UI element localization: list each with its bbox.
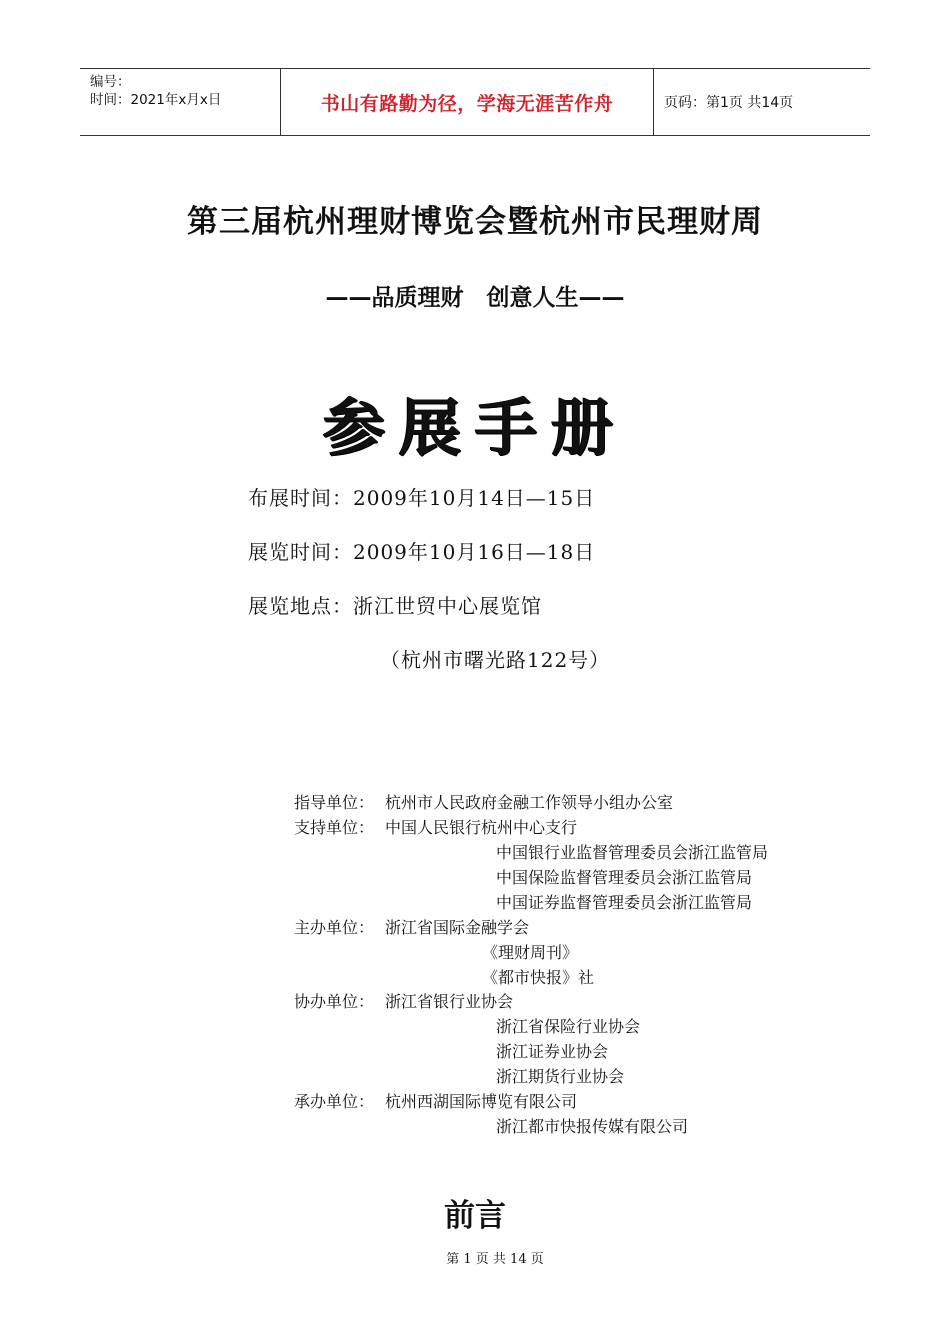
venue-address: （杭州市曙光路122号） (380, 648, 611, 672)
organizer-label-host: 主办单位： (294, 918, 375, 937)
date-line: 时间：2021年x月x日 (90, 92, 222, 108)
venue: 展览地点：浙江世贸中心展览馆 (248, 594, 542, 618)
organizer-item: 杭州市人民政府金融工作领导小组办公室 (385, 793, 674, 812)
organizer-item: 浙江都市快报传媒有限公司 (496, 1117, 689, 1136)
header-table (80, 68, 870, 136)
organizer-label-support: 支持单位： (294, 818, 375, 837)
organizer-item: 杭州西湖国际博览有限公司 (385, 1092, 578, 1111)
header-page-info: 页码：第1页 共14页 (664, 95, 794, 111)
document-title: 第三届杭州理财博览会暨杭州市民理财周 (187, 204, 763, 240)
organizer-item: 中国银行业监督管理委员会浙江监管局 (496, 843, 769, 862)
header-motto: 书山有路勤为径，学海无涯苦作舟 (281, 69, 654, 135)
organizer-label-assist: 协办单位： (294, 992, 375, 1011)
organizer-item: 《都市快报》社 (482, 968, 595, 987)
organizer-item: 浙江省银行业协会 (385, 992, 514, 1011)
organizer-item: 浙江省保险行业协会 (496, 1017, 641, 1036)
organizer-label-undertake: 承办单位： (294, 1092, 375, 1111)
organizer-item: 中国保险监督管理委员会浙江监管局 (496, 868, 753, 887)
organizer-item: 中国人民银行杭州中心支行 (385, 818, 578, 837)
organizer-item: 浙江省国际金融学会 (385, 918, 530, 937)
exhibit-time: 展览时间：2009年10月16日—18日 (248, 540, 596, 564)
header-meta-cell (80, 69, 281, 135)
organizer-item: 浙江证券业协会 (496, 1042, 609, 1061)
organizer-item: 中国证券监督管理委员会浙江监管局 (496, 893, 753, 912)
main-title: 参展手册 (322, 391, 627, 464)
page-footer: 第 1 页 共 14 页 (446, 1252, 544, 1267)
number-label: 编号： (90, 74, 131, 90)
setup-time: 布展时间：2009年10月14日—15日 (248, 486, 596, 510)
document-subtitle: ——品质理财 创意人生—— (325, 285, 625, 311)
preface-heading: 前言 (444, 1198, 506, 1234)
organizer-item: 浙江期货行业协会 (496, 1067, 625, 1086)
organizer-item: 《理财周刊》 (482, 943, 579, 962)
organizer-label-guide: 指导单位： (294, 793, 375, 812)
